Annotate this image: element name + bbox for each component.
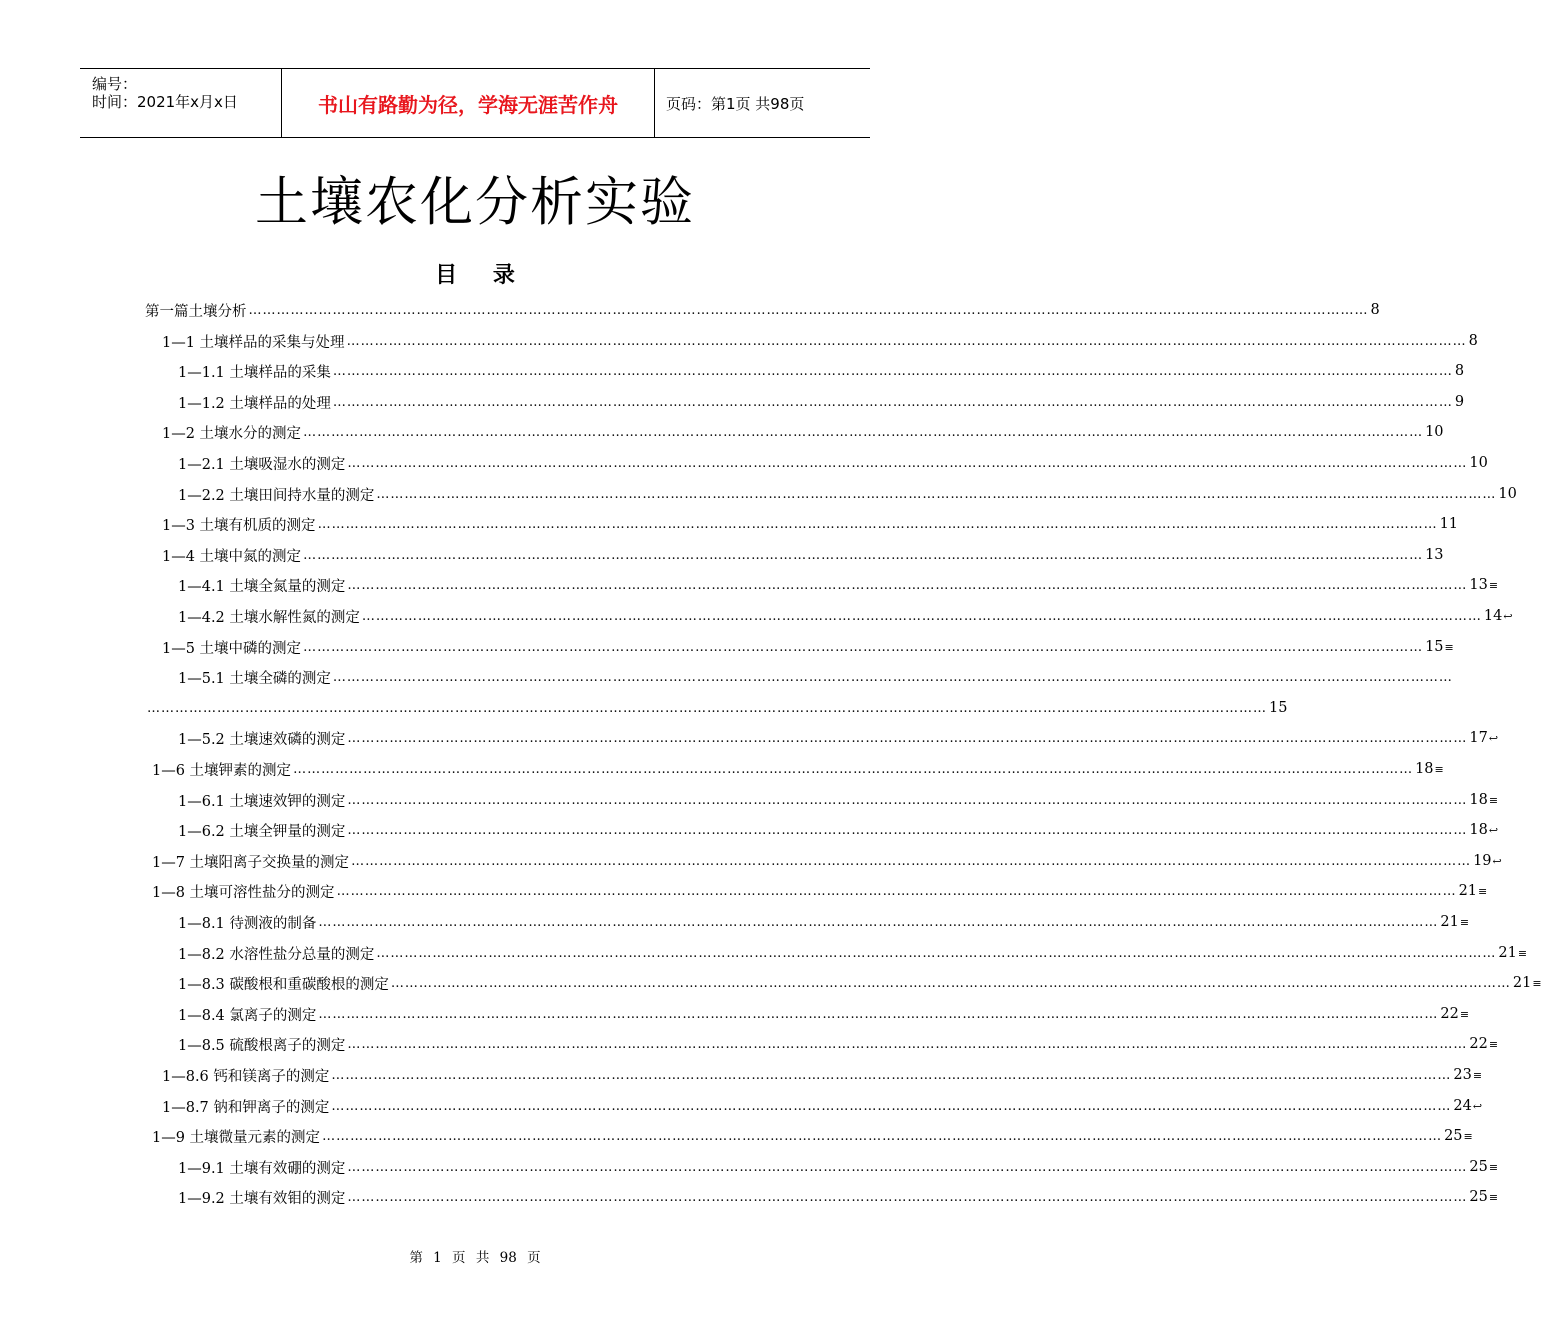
- toc-entry[interactable]: [152, 847, 1502, 875]
- header-table: [80, 68, 870, 138]
- toc-entry[interactable]: [178, 388, 1465, 416]
- toc-entry[interactable]: [162, 327, 1478, 355]
- toc-entry-title: 1—1.1 土壤样品的采集: [178, 364, 331, 381]
- toc-entry[interactable]: [178, 449, 1488, 477]
- paragraph-mark-icon: ≡: [1488, 1190, 1499, 1204]
- toc-leader-dots: ……………………………………………………………………………………………………………………………………………………………………………………………………………………: [361, 608, 1482, 624]
- toc-page-number: 11: [1439, 516, 1459, 532]
- toc-page-number: 10: [1425, 424, 1444, 440]
- return-mark-icon: ↩: [1492, 854, 1502, 868]
- toc-entry-title: 1—6.1 土壤速效钾的测定: [178, 793, 346, 810]
- return-mark-icon: ↩: [1488, 823, 1499, 837]
- header-page-info: 页码：第1页 共98页: [666, 94, 805, 113]
- toc-page-number: 18: [1415, 761, 1434, 777]
- toc-page-number: 15: [1269, 700, 1288, 716]
- toc-entry[interactable]: [178, 602, 1513, 630]
- page-footer: 第 1 页 共 98 页: [409, 1250, 541, 1266]
- number-label: 编号：: [92, 75, 138, 93]
- paragraph-mark-icon: ≡: [1488, 1160, 1499, 1174]
- toc-page-number: 25: [1469, 1159, 1488, 1175]
- toc-leader-dots: ……………………………………………………………………………………………………………………………………………………………………………………………………………………: [322, 1128, 1443, 1144]
- toc-page-number: 25: [1444, 1128, 1463, 1144]
- toc-entry-title: 1—8.1 待测液的制备: [178, 915, 317, 932]
- toc-leader-dots: ……………………………………………………………………………………………………………………………………………………………………………………………………………………: [332, 669, 1453, 685]
- toc-page-number: 9: [1454, 394, 1465, 410]
- toc-page-number: 18: [1469, 822, 1488, 838]
- toc-leader-dots: ……………………………………………………………………………………………………………………………………………………………………………………………………………………: [303, 547, 1424, 563]
- paragraph-mark-icon: ≡: [1517, 946, 1528, 960]
- toc-entry-title: 第一篇土壤分析: [145, 303, 247, 320]
- toc-page-number: 17: [1469, 730, 1488, 746]
- toc-entry[interactable]: [152, 877, 1488, 905]
- toc-page-number: 19: [1473, 853, 1492, 869]
- paragraph-mark-icon: ≡: [1463, 1129, 1473, 1143]
- toc-entry-title: 1—5.1 土壤全磷的测定: [178, 670, 331, 687]
- toc-page-number: 13: [1425, 547, 1444, 563]
- toc-leader-dots: ……………………………………………………………………………………………………………………………………………………………………………………………………………………: [318, 914, 1439, 930]
- toc-page-number: 8: [1454, 363, 1465, 379]
- document-title: 土壤农化分析实验: [255, 172, 695, 233]
- toc-entry-title: 1—2.2 土壤田间持水量的测定: [178, 487, 375, 504]
- toc-leader-dots: ……………………………………………………………………………………………………………………………………………………………………………………………………………………: [347, 730, 1468, 746]
- toc-entry[interactable]: [178, 1183, 1499, 1211]
- paragraph-mark-icon: ≡: [1488, 793, 1499, 807]
- toc-leader-dots: ……………………………………………………………………………………………………………………………………………………………………………………………………………………: [347, 792, 1468, 808]
- toc-page-number: 24: [1453, 1098, 1472, 1114]
- paragraph-mark-icon: ≡: [1472, 1068, 1483, 1082]
- toc-leader-dots: ……………………………………………………………………………………………………………………………………………………………………………………………………………………: [376, 945, 1497, 961]
- toc-leader-dots: ……………………………………………………………………………………………………………………………………………………………………………………………………………………: [347, 455, 1468, 471]
- toc-page-number: 21: [1440, 914, 1459, 930]
- toc-entry[interactable]: [178, 357, 1465, 385]
- toc-heading: 目 录: [435, 263, 515, 288]
- toc-entry[interactable]: [152, 755, 1444, 783]
- toc-entry[interactable]: [178, 663, 1453, 691]
- toc-page-number: 21: [1498, 945, 1517, 961]
- date-label: 时间：2021年x月x日: [92, 93, 238, 111]
- toc-entry[interactable]: [178, 939, 1528, 967]
- toc-entry[interactable]: [178, 480, 1517, 508]
- toc-entry-title: 1—6.2 土壤全钾量的测定: [178, 823, 346, 840]
- toc-leader-dots: ……………………………………………………………………………………………………………………………………………………………………………………………………………………: [331, 1098, 1452, 1114]
- toc-entry-title: 1—4.1 土壤全氮量的测定: [178, 578, 346, 595]
- toc-entry-title: 1—3 土壤有机质的测定: [162, 517, 316, 534]
- toc-entry-title: 1—8.4 氯离子的测定: [178, 1007, 317, 1024]
- toc-entry-title: 1—8.3 碳酸根和重碳酸根的测定: [178, 976, 389, 993]
- toc-leader-dots: ……………………………………………………………………………………………………………………………………………………………………………………………………………………: [347, 822, 1468, 838]
- toc-entry[interactable]: [162, 633, 1454, 661]
- toc-entry-title: 1—5 土壤中磷的测定: [162, 640, 302, 657]
- toc-page-number: 23: [1453, 1067, 1472, 1083]
- paragraph-mark-icon: ≡: [1478, 884, 1488, 898]
- paragraph-mark-icon: ≡: [1434, 762, 1444, 776]
- toc-entry[interactable]: [178, 786, 1499, 814]
- toc-page-number: 10: [1498, 486, 1517, 502]
- toc-entry[interactable]: [178, 571, 1499, 599]
- paragraph-mark-icon: ≡: [1532, 976, 1542, 990]
- toc-page-number: 8: [1468, 333, 1478, 349]
- toc-entry-title: 1—2.1 土壤吸湿水的测定: [178, 456, 346, 473]
- toc-leader-dots: ……………………………………………………………………………………………………………………………………………………………………………………………………………………: [147, 700, 1267, 716]
- toc-entry-title: 1—9.2 土壤有效钼的测定: [178, 1190, 346, 1207]
- toc-page-number: 8: [1370, 302, 1380, 318]
- return-mark-icon: ↩: [1488, 731, 1499, 745]
- toc-entry[interactable]: [178, 816, 1499, 844]
- toc-entry-title: 1—1.2 土壤样品的处理: [178, 395, 331, 412]
- toc-leader-dots: ……………………………………………………………………………………………………………………………………………………………………………………………………………………: [347, 577, 1468, 593]
- toc-page-number: 14: [1483, 608, 1503, 624]
- toc-leader-dots: ……………………………………………………………………………………………………………………………………………………………………………………………………………………: [390, 975, 1511, 991]
- toc-entry[interactable]: [152, 1122, 1473, 1150]
- toc-entry-title: 1—8.7 钠和钾离子的测定: [162, 1099, 330, 1116]
- toc-leader-dots: ……………………………………………………………………………………………………………………………………………………………………………………………………………………: [347, 1159, 1468, 1175]
- toc-entry[interactable]: [178, 1000, 1470, 1028]
- toc-entry[interactable]: [178, 724, 1499, 752]
- toc-entry[interactable]: [178, 1030, 1499, 1058]
- toc-entry-title: 1—8.5 硫酸根离子的测定: [178, 1037, 346, 1054]
- toc-leader-dots: ……………………………………………………………………………………………………………………………………………………………………………………………………………………: [347, 1189, 1468, 1205]
- toc-page-number: 15: [1425, 639, 1444, 655]
- toc-entry-title: 1—9 土壤微量元素的测定: [152, 1129, 321, 1146]
- toc-entry-title: 1—4 土壤中氮的测定: [162, 548, 302, 565]
- toc-entry-title: 1—8.6 钙和镁离子的测定: [162, 1068, 330, 1085]
- return-mark-icon: ↩: [1503, 609, 1513, 623]
- toc-page-number: 22: [1469, 1036, 1488, 1052]
- return-mark-icon: ↩: [1472, 1099, 1483, 1113]
- toc-entry[interactable]: [145, 694, 1288, 722]
- header-left-cell: [80, 69, 280, 137]
- paragraph-mark-icon: ≡: [1444, 640, 1454, 654]
- toc-leader-dots: ……………………………………………………………………………………………………………………………………………………………………………………………………………………: [303, 639, 1424, 655]
- paragraph-mark-icon: ≡: [1488, 1037, 1499, 1051]
- toc-page-number: 22: [1440, 1006, 1459, 1022]
- toc-page-number: 13: [1469, 577, 1488, 593]
- toc-leader-dots: ……………………………………………………………………………………………………………………………………………………………………………………………………………………: [332, 394, 1453, 410]
- toc-entry-title: 1—2 土壤水分的测定: [162, 425, 302, 442]
- paragraph-mark-icon: ≡: [1459, 915, 1470, 929]
- toc-page-number: 21: [1458, 883, 1478, 899]
- toc-page-number: 18: [1469, 792, 1488, 808]
- toc-leader-dots: ……………………………………………………………………………………………………………………………………………………………………………………………………………………: [248, 302, 1369, 318]
- toc-leader-dots: ……………………………………………………………………………………………………………………………………………………………………………………………………………………: [293, 761, 1414, 777]
- paragraph-mark-icon: ≡: [1488, 578, 1499, 592]
- toc-leader-dots: ……………………………………………………………………………………………………………………………………………………………………………………………………………………: [318, 1006, 1439, 1022]
- toc-entry-title: 1—7 土壤阳离子交换量的测定: [152, 854, 350, 871]
- toc-entry-title: 1—8 土壤可溶性盐分的测定: [152, 884, 335, 901]
- toc-leader-dots: ……………………………………………………………………………………………………………………………………………………………………………………………………………………: [347, 1036, 1468, 1052]
- toc-leader-dots: ……………………………………………………………………………………………………………………………………………………………………………………………………………………: [351, 853, 1472, 869]
- toc-entry-title: 1—1 土壤样品的采集与处理: [162, 334, 345, 351]
- toc-leader-dots: ……………………………………………………………………………………………………………………………………………………………………………………………………………………: [317, 516, 1438, 532]
- toc-entry[interactable]: [145, 296, 1380, 324]
- toc-entry-title: 1—5.2 土壤速效磷的测定: [178, 731, 346, 748]
- toc-entry[interactable]: [178, 1153, 1499, 1181]
- toc-page-number: 21: [1512, 975, 1532, 991]
- toc-entry-title: 1—6 土壤钾素的测定: [152, 762, 292, 779]
- toc-leader-dots: ……………………………………………………………………………………………………………………………………………………………………………………………………………………: [303, 424, 1424, 440]
- toc-entry-title: 1—4.2 土壤水解性氮的测定: [178, 609, 360, 626]
- toc-entry[interactable]: [162, 510, 1459, 538]
- toc-leader-dots: ……………………………………………………………………………………………………………………………………………………………………………………………………………………: [336, 883, 1457, 899]
- toc-entry-title: 1—9.1 土壤有效硼的测定: [178, 1160, 346, 1177]
- toc-leader-dots: ……………………………………………………………………………………………………………………………………………………………………………………………………………………: [346, 333, 1467, 349]
- header-motto: 书山有路勤为径，学海无涯苦作舟: [318, 92, 618, 117]
- toc-entry[interactable]: [178, 908, 1470, 936]
- paragraph-mark-icon: ≡: [1459, 1007, 1470, 1021]
- header-divider: [654, 69, 655, 137]
- toc-leader-dots: ……………………………………………………………………………………………………………………………………………………………………………………………………………………: [332, 363, 1453, 379]
- toc-leader-dots: ……………………………………………………………………………………………………………………………………………………………………………………………………………………: [331, 1067, 1452, 1083]
- toc-entry[interactable]: [162, 1061, 1483, 1089]
- toc-entry-title: 1—8.2 水溶性盐分总量的测定: [178, 946, 375, 963]
- toc-entry[interactable]: [162, 418, 1444, 446]
- toc-leader-dots: ……………………………………………………………………………………………………………………………………………………………………………………………………………………: [376, 486, 1497, 502]
- toc-page-number: 10: [1469, 455, 1488, 471]
- toc-entry[interactable]: [162, 1092, 1483, 1120]
- toc-entry[interactable]: [162, 541, 1444, 569]
- toc-page-number: 25: [1469, 1189, 1488, 1205]
- toc-entry[interactable]: [178, 969, 1542, 997]
